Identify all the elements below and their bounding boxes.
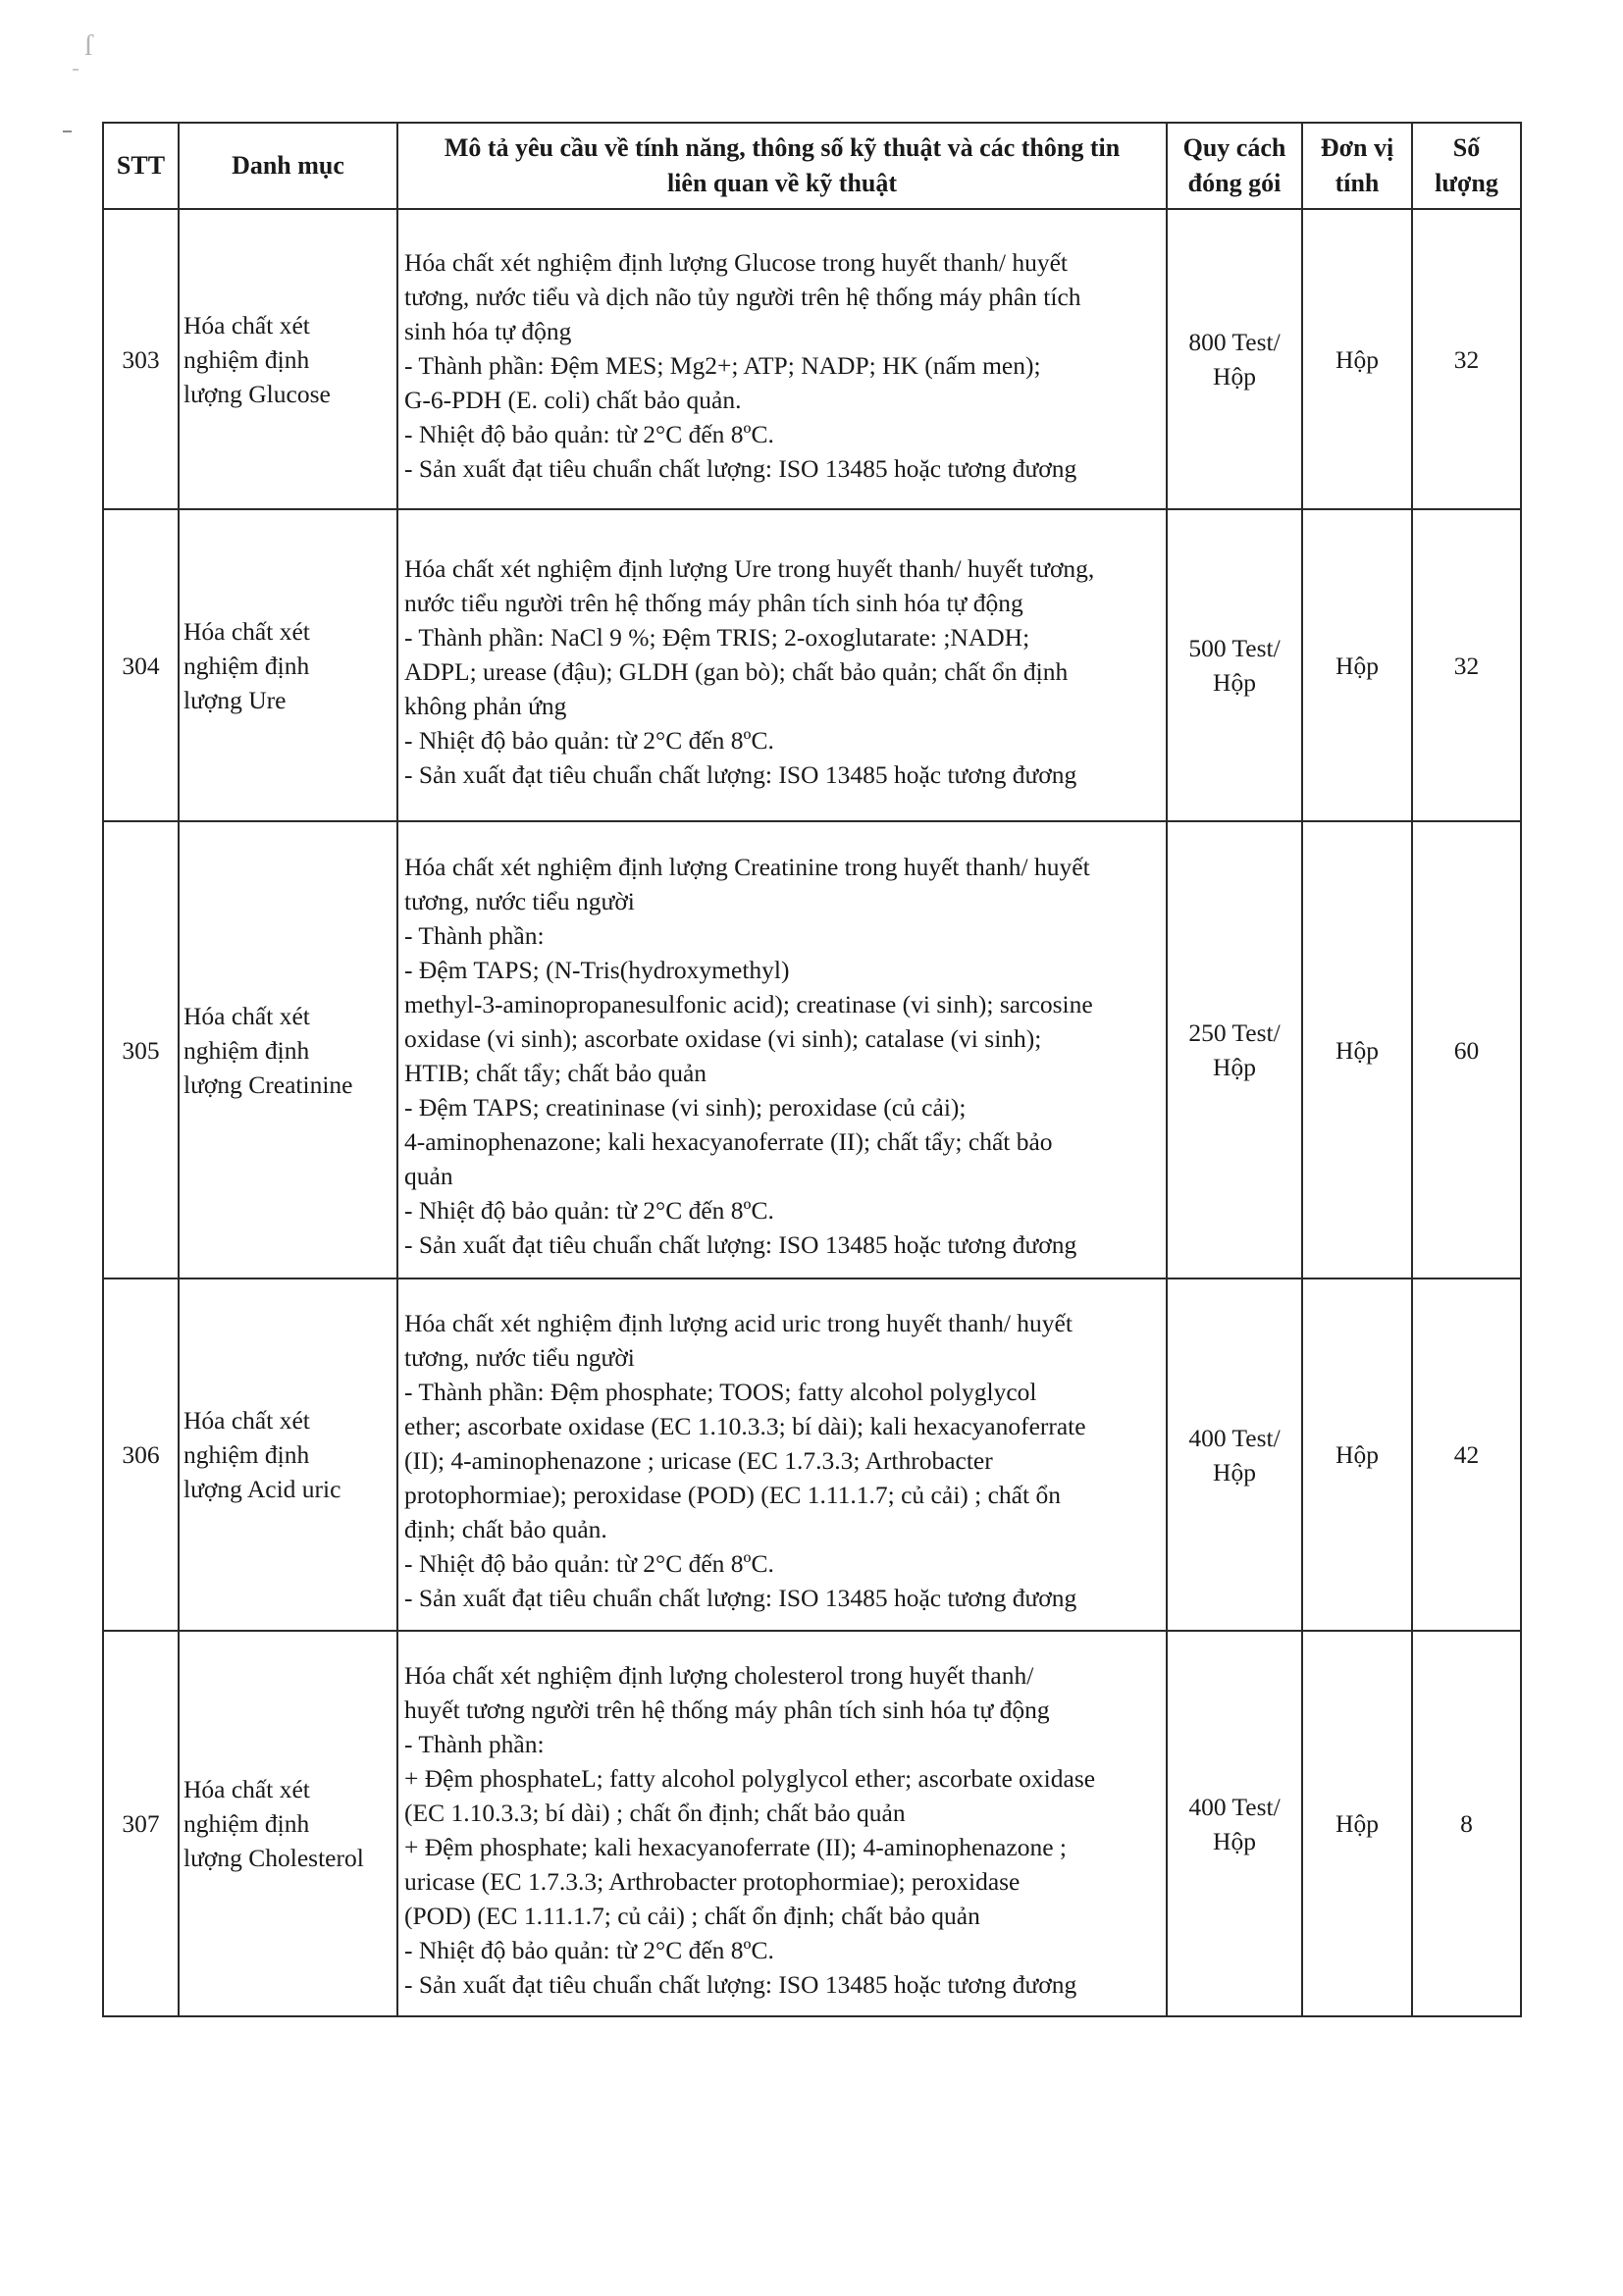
category-line: Hóa chất xét	[183, 1775, 310, 1803]
packing-line: Hộp	[1213, 668, 1256, 697]
cell-category	[179, 1278, 397, 1631]
header-description-line: Mô tả yêu cầu về tính năng, thông số kỹ thuật và các thông tin	[444, 133, 1121, 162]
table-row	[103, 1278, 1521, 1631]
cell-unit: Hộp	[1302, 821, 1412, 1278]
cell-category	[179, 509, 397, 821]
description-line: (EC 1.10.3.3; bí dài) ; chất ổn định; chất bảo quản	[404, 1798, 906, 1827]
header-quantity	[1412, 123, 1521, 209]
cell-description	[397, 1631, 1167, 2016]
category-line: nghiệm định	[183, 1440, 310, 1469]
cell-packing	[1167, 509, 1302, 821]
cell-stt: 307	[103, 1631, 179, 2016]
cell-stt: 303	[103, 209, 179, 509]
description-line: - Thành phần: Đệm phosphate; TOOS; fatty alcohol polyglycol	[404, 1378, 1037, 1406]
category-line: nghiệm định	[183, 1035, 310, 1065]
category-line: Hóa chất xét	[183, 616, 310, 646]
description-line: - Thành phần: Đệm MES; Mg2+; ATP; NADP; HK (nấm men);	[404, 350, 1041, 380]
cell-category	[179, 821, 397, 1278]
cell-description	[397, 209, 1167, 509]
description-line: Hóa chất xét nghiệm định lượng Glucose trong huyết thanh/ huyết	[404, 247, 1068, 277]
description-line: - Nhiệt độ bảo quản: từ 2°C đến 8ºC.	[404, 1935, 774, 1964]
header-unit-line: tính	[1335, 169, 1380, 197]
description-line: quản	[404, 1162, 453, 1190]
category-line: lượng Ure	[183, 685, 287, 714]
category-line: lượng Acid uric	[183, 1475, 341, 1503]
header-unit-line: Đơn vị	[1320, 133, 1394, 162]
packing-line: Hộp	[1213, 1457, 1256, 1487]
cell-packing	[1167, 209, 1302, 509]
category-line: nghiệm định	[183, 344, 310, 374]
description-line: (POD) (EC 1.11.1.7; củ cải) ; chất ổn định; chất bảo quản	[404, 1901, 980, 1930]
description-line: - Nhiệt độ bảo quản: từ 2°C đến 8ºC.	[404, 419, 774, 448]
header-description	[397, 123, 1167, 209]
cell-stt: 304	[103, 509, 179, 821]
description-line: không phản ứng	[404, 691, 567, 720]
cell-stt: 305	[103, 821, 179, 1278]
cell-unit: Hộp	[1302, 1278, 1412, 1631]
packing-line: Hộp	[1213, 1826, 1256, 1855]
category-line: Hóa chất xét	[183, 1001, 310, 1030]
header-packing-line: Quy cách	[1182, 133, 1286, 162]
description-line: uricase (EC 1.7.3.3; Arthrobacter protophormiae); peroxidase	[404, 1866, 1021, 1896]
packing-line: 800 Test/	[1188, 328, 1281, 356]
description-line: 4-aminophenazone; kali hexacyanoferrate (II); chất tẩy; chất bảo	[404, 1127, 1053, 1156]
packing-line: Hộp	[1213, 1053, 1256, 1081]
category-line: lượng Cholesterol	[183, 1844, 364, 1872]
cell-quantity: 32	[1412, 509, 1521, 821]
description-line: tương, nước tiểu và dịch não tủy người trên hệ thống máy phân tích	[404, 282, 1081, 311]
category-line: lượng Creatinine	[183, 1070, 353, 1099]
table-row	[103, 209, 1521, 509]
description-line: - Thành phần: NaCl 9 %; Đệm TRIS; 2-oxoglutarate: ;NADH;	[404, 622, 1030, 652]
cell-packing	[1167, 1631, 1302, 2016]
description-line: + Đệm phosphate; kali hexacyanoferrate (II); 4-aminophenazone ;	[404, 1832, 1067, 1861]
description-line: - Thành phần:	[404, 1729, 545, 1758]
header-description-line: liên quan về kỹ thuật	[666, 169, 898, 197]
description-line: Hóa chất xét nghiệm định lượng acid uric trong huyết thanh/ huyết	[404, 1309, 1073, 1337]
table-header-row	[103, 123, 1521, 209]
description-line: - Sản xuất đạt tiêu chuẩn chất lượng: ISO 13485 hoặc tương đương	[404, 1969, 1077, 1999]
packing-line: 400 Test/	[1188, 1792, 1281, 1821]
category-line: nghiệm định	[183, 651, 310, 680]
description-line: (II); 4-aminophenazone ; uricase (EC 1.7.3.3; Arthrobacter	[404, 1446, 993, 1475]
header-packing	[1167, 123, 1302, 209]
category-line: Hóa chất xét	[183, 1406, 310, 1435]
description-line: ADPL; urease (đậu); GLDH (gan bò); chất bảo quản; chất ổn định	[404, 656, 1069, 686]
packing-line: 400 Test/	[1188, 1423, 1281, 1452]
description-line: định; chất bảo quản.	[404, 1515, 607, 1543]
description-line: methyl-3-aminopropanesulfonic acid); creatinase (vi sinh); sarcosine	[404, 990, 1093, 1018]
category-line: nghiệm định	[183, 1809, 310, 1838]
cell-packing	[1167, 1278, 1302, 1631]
category-line: Hóa chất xét	[183, 310, 310, 339]
description-line: protophormiae); peroxidase (POD) (EC 1.11.1.7; củ cải) ; chất ổn	[404, 1481, 1061, 1509]
description-line: G-6-PDH (E. coli) chất bảo quản.	[404, 385, 742, 414]
cell-category	[179, 209, 397, 509]
description-line: Hóa chất xét nghiệm định lượng Creatinine trong huyết thanh/ huyết	[404, 853, 1090, 881]
cell-quantity: 42	[1412, 1278, 1521, 1631]
description-line: - Sản xuất đạt tiêu chuẩn chất lượng: ISO 13485 hoặc tương đương	[404, 1584, 1077, 1612]
packing-line: 500 Test/	[1188, 634, 1281, 662]
packing-line: 250 Test/	[1188, 1018, 1281, 1047]
description-line: - Sản xuất đạt tiêu chuẩn chất lượng: ISO 13485 hoặc tương đương	[404, 759, 1077, 789]
cell-description	[397, 1278, 1167, 1631]
header-quantity-line: lượng	[1435, 169, 1498, 197]
description-line: - Sản xuất đạt tiêu chuẩn chất lượng: ISO 13485 hoặc tương đương	[404, 453, 1077, 483]
description-line: Hóa chất xét nghiệm định lượng cholesterol trong huyết thanh/	[404, 1660, 1034, 1690]
description-line: - Thành phần:	[404, 921, 545, 950]
category-line: lượng Glucose	[183, 379, 331, 408]
cell-quantity: 60	[1412, 821, 1521, 1278]
description-line: - Sản xuất đạt tiêu chuẩn chất lượng: ISO 13485 hoặc tương đương	[404, 1230, 1077, 1259]
cell-packing	[1167, 821, 1302, 1278]
cell-unit: Hộp	[1302, 209, 1412, 509]
description-line: + Đệm phosphateL; fatty alcohol polyglycol ether; ascorbate oxidase	[404, 1763, 1096, 1793]
packing-line: Hộp	[1213, 362, 1256, 391]
description-line: - Nhiệt độ bảo quản: từ 2°C đến 8ºC.	[404, 1549, 774, 1578]
table-row	[103, 509, 1521, 821]
cell-quantity: 32	[1412, 209, 1521, 509]
table-row	[103, 821, 1521, 1278]
description-line: tương, nước tiểu người	[404, 1343, 635, 1372]
header-packing-line: đóng gói	[1187, 169, 1282, 197]
description-line: oxidase (vi sinh); ascorbate oxidase (vi sinh); catalase (vi sinh);	[404, 1024, 1042, 1053]
description-line: - Đệm TAPS; (N-Tris(hydroxymethyl)	[404, 956, 790, 984]
description-line: Hóa chất xét nghiệm định lượng Ure trong huyết thanh/ huyết tương,	[404, 553, 1095, 583]
cell-description	[397, 509, 1167, 821]
cell-quantity: 8	[1412, 1631, 1521, 2016]
header-category: Danh mục	[179, 123, 397, 209]
cell-unit: Hộp	[1302, 509, 1412, 821]
description-line: sinh hóa tự động	[404, 316, 572, 345]
description-line: nước tiểu người trên hệ thống máy phân tích sinh hóa tự động	[404, 588, 1023, 617]
description-line: - Nhiệt độ bảo quản: từ 2°C đến 8ºC.	[404, 1196, 774, 1225]
cell-unit: Hộp	[1302, 1631, 1412, 2016]
page-corner-mark: ſ	[84, 29, 93, 62]
margin-tick	[63, 130, 72, 132]
description-line: tương, nước tiểu người	[404, 887, 635, 915]
header-quantity-line: Số	[1452, 133, 1481, 162]
description-line: - Đệm TAPS; creatininase (vi sinh); peroxidase (củ cải);	[404, 1093, 967, 1122]
description-line: ether; ascorbate oxidase (EC 1.10.3.3; bí dài); kali hexacyanoferrate	[404, 1412, 1086, 1440]
cell-stt: 306	[103, 1278, 179, 1631]
header-unit	[1302, 123, 1412, 209]
description-line: - Nhiệt độ bảo quản: từ 2°C đến 8ºC.	[404, 725, 774, 755]
cell-category	[179, 1631, 397, 2016]
description-line: huyết tương người trên hệ thống máy phân tích sinh hóa tự động	[404, 1695, 1050, 1724]
description-line: HTIB; chất tẩy; chất bảo quản	[404, 1059, 707, 1087]
table-row	[103, 1631, 1521, 2016]
specification-table	[102, 122, 1522, 2017]
cell-description	[397, 821, 1167, 1278]
margin-tick	[73, 69, 79, 71]
header-stt: STT	[103, 123, 179, 209]
